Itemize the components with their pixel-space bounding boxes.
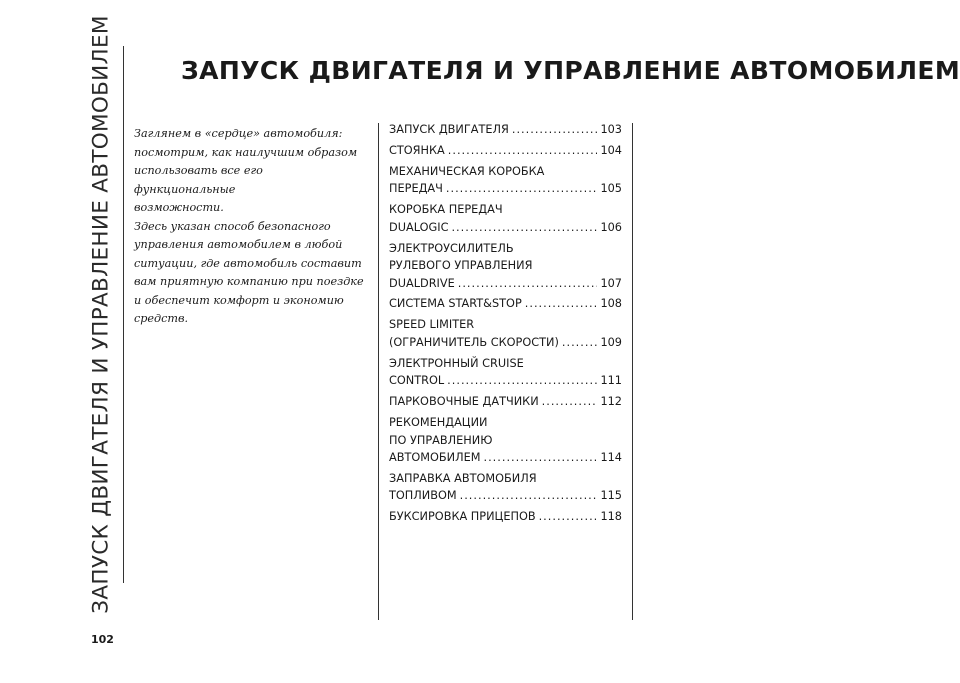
toc-entry-line [389, 487, 622, 505]
intro-line: и обеспечит комфорт и экономию [134, 293, 344, 307]
toc-entry-label: ПАРКОВОЧНЫЕ ДАТЧИКИ [389, 395, 539, 409]
toc-entry-title-line: SPEED LIMITER [389, 318, 475, 332]
page-number: 102 [91, 633, 114, 646]
toc-entry[interactable] [389, 316, 622, 351]
intro-line: возможности. [134, 201, 224, 214]
toc-entry-page: 103 [600, 123, 622, 136]
toc-entry[interactable] [389, 163, 622, 198]
toc-entry[interactable] [389, 508, 622, 526]
toc-entry-label: СТОЯНКА [389, 143, 445, 157]
toc-entry-label: БУКСИРОВКА ПРИЦЕПОВ [389, 510, 536, 524]
toc-entry-page: 104 [600, 143, 622, 157]
toc-entry-page: 118 [600, 510, 622, 524]
toc-entry-page: 111 [600, 374, 622, 388]
toc-entry-line [389, 180, 622, 198]
toc-entry-page: 112 [600, 395, 622, 409]
toc-entry-line [389, 275, 622, 293]
toc-entry-label: ЗАПУСК ДВИГАТЕЛЯ [389, 123, 509, 136]
toc-entry-label: ТОПЛИВОМ [389, 489, 457, 503]
toc-entry-label: CONTROL [389, 374, 445, 388]
intro-line: ситуации, где автомобиль составит [134, 256, 362, 270]
intro-text [134, 125, 366, 329]
toc-entry[interactable] [389, 295, 622, 313]
toc-entry-title-line: ПО УПРАВЛЕНИЮ [389, 433, 493, 447]
toc-entry-page: 108 [600, 297, 622, 311]
toc-dot-leader [460, 487, 598, 505]
toc-entry-title-line: ЭЛЕКТРОУСИЛИТЕЛЬ [389, 241, 514, 255]
toc-entry[interactable] [389, 121, 622, 139]
toc-entry-page: 107 [600, 276, 622, 290]
toc-entry[interactable] [389, 142, 622, 160]
intro-line: управления автомобилем в любой [134, 238, 343, 251]
toc-dot-leader [484, 449, 598, 467]
intro-line: средств. [134, 312, 189, 325]
side-chapter-title [78, 14, 124, 614]
toc-entry-title-line: ЭЛЕКТРОННЫЙ CRUISE [389, 356, 524, 370]
toc-entry-label: ПЕРЕДАЧ [389, 182, 443, 196]
toc-entry-page: 106 [600, 220, 622, 234]
column-divider-right [632, 123, 633, 620]
toc-entry-page: 114 [600, 451, 622, 465]
toc-entry-page: 109 [600, 335, 622, 349]
toc-entry-label: СИСТЕМА START&STOP [389, 297, 522, 311]
toc-dot-leader [451, 219, 597, 237]
toc-entry-title-line: РУЛЕВОГО УПРАВЛЕНИЯ [389, 259, 533, 273]
toc-entry[interactable] [389, 355, 622, 390]
toc-entry-page: 115 [600, 489, 622, 503]
toc-entry-line [389, 121, 622, 139]
intro-line: посмотрим, как наилучшим образом [134, 145, 358, 159]
toc-entry-title-line: ЗАПРАВКА АВТОМОБИЛЯ [389, 471, 537, 485]
toc-dot-leader [458, 275, 598, 293]
toc-entry[interactable] [389, 470, 622, 505]
intro-line: использовать все его функциональные [134, 164, 263, 196]
toc-entry-line [389, 334, 622, 352]
toc-entry-title-line: РЕКОМЕНДАЦИИ [389, 416, 488, 430]
table-of-contents [389, 121, 622, 529]
intro-line: Заглянем в «сердце» автомобиля: [134, 127, 343, 140]
toc-entry-title-line: КОРОБКА ПЕРЕДАЧ [389, 203, 503, 217]
toc-entry[interactable] [389, 240, 622, 293]
toc-dot-leader [448, 142, 598, 160]
toc-entry-page: 105 [600, 182, 622, 196]
toc-entry-line [389, 372, 622, 390]
toc-entry-line [389, 393, 622, 411]
toc-dot-leader [447, 372, 597, 390]
intro-line: Здесь указан способ безопасного [134, 219, 331, 233]
intro-line: вам приятную компанию при поездке [134, 275, 364, 288]
toc-entry-title-line: МЕХАНИЧЕСКАЯ КОРОБКА [389, 164, 545, 178]
toc-dot-leader [542, 393, 598, 411]
toc-dot-leader [512, 121, 598, 139]
side-chapter-title-text: ЗАПУСК ДВИГАТЕЛЯ И УПРАВЛЕНИЕ АВТОМОБИЛЕМ [88, 14, 114, 614]
toc-entry-label: (ОГРАНИЧИТЕЛЬ СКОРОСТИ) [389, 335, 559, 349]
toc-dot-leader [525, 295, 598, 313]
toc-entry-line [389, 295, 622, 313]
page-title: ЗАПУСК ДВИГАТЕЛЯ И УПРАВЛЕНИЕ АВТОМОБИЛЕМ [181, 56, 960, 85]
column-divider-left [378, 123, 379, 620]
toc-entry[interactable] [389, 393, 622, 411]
toc-dot-leader [539, 508, 598, 526]
toc-entry-label: DUALDRIVE [389, 276, 455, 290]
side-divider [123, 46, 124, 583]
toc-dot-leader [446, 180, 598, 198]
toc-entry[interactable] [389, 414, 622, 467]
toc-entry-line [389, 508, 622, 526]
toc-entry-line [389, 142, 622, 160]
toc-dot-leader [562, 334, 598, 352]
toc-entry-line [389, 219, 622, 237]
toc-entry-line [389, 449, 622, 467]
toc-entry-label: АВТОМОБИЛЕМ [389, 451, 481, 465]
toc-entry[interactable] [389, 201, 622, 236]
toc-entry-label: DUALOGIC [389, 220, 449, 234]
